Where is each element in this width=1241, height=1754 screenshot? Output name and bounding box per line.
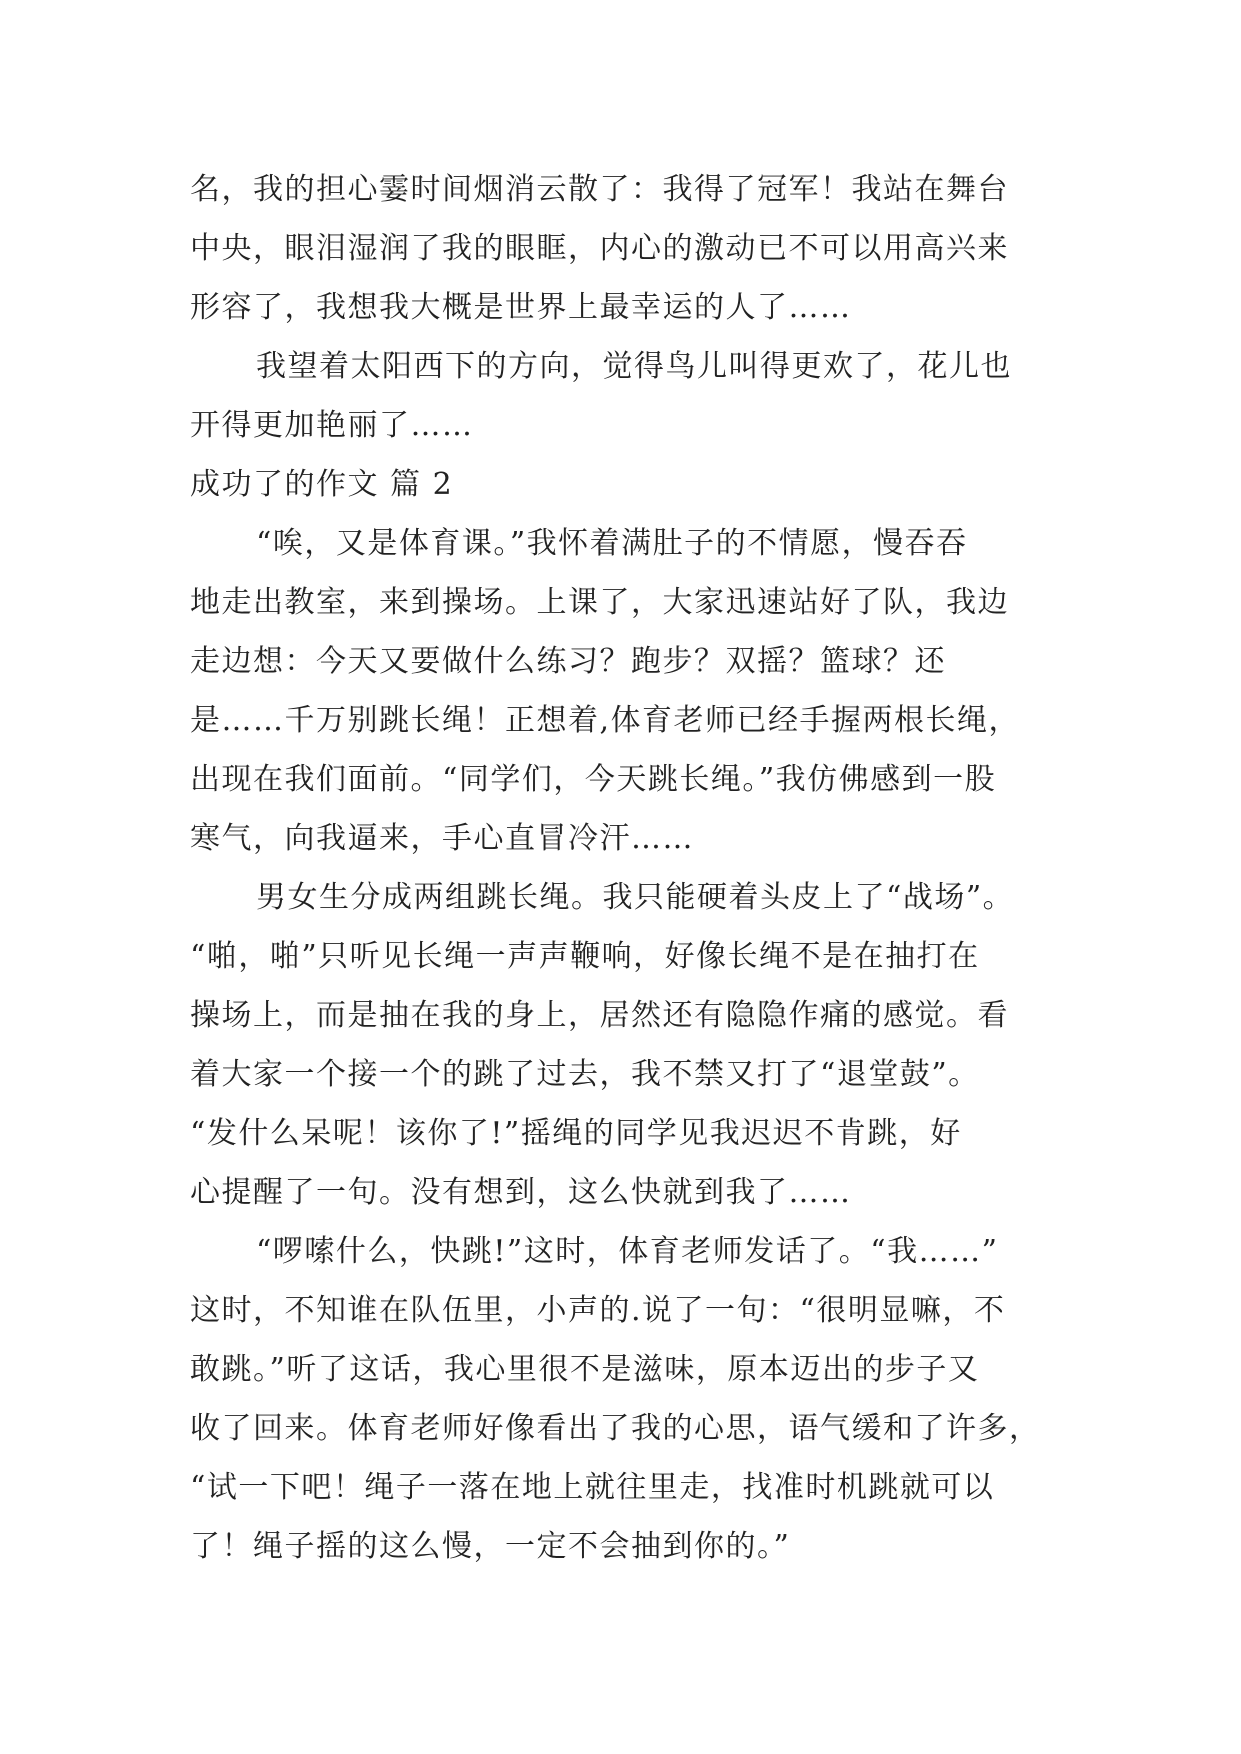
text-line: 敢跳。”听了这话，我心里很不是滋味，原本迈出的步子又 [190,1352,980,1387]
paragraph-start-line: 男女生分成两组跳长绳。我只能硬着头皮上了“战场”。 [256,880,1015,915]
text-line: 这时，不知谁在队伍里，小声的.说了一句：“很明显嘛，不 [190,1293,1006,1328]
text-line: 开得更加艳丽了…… [190,408,474,443]
paragraph-start-line: 我望着太阳西下的方向，觉得鸟儿叫得更欢了，花儿也 [256,349,1012,384]
text-line: 出现在我们面前。“同学们，今天跳长绳。”我仿佛感到一股 [190,762,997,797]
text-line: “试一下吧！绳子一落在地上就往里走，找准时机跳就可以 [190,1470,995,1505]
text-line: 是……千万别跳长绳！正想着,体育老师已经手握两根长绳， [190,703,1021,738]
text-line: 着大家一个接一个的跳了过去，我不禁又打了“退堂鼓”。 [190,1057,980,1092]
text-line: 名，我的担心霎时间烟消云散了：我得了冠军！我站在舞台 [190,172,1009,207]
text-line: 操场上，而是抽在我的身上，居然还有隐隐作痛的感觉。看 [190,998,1009,1033]
section-title: 成功了的作文 篇 2 [190,467,454,502]
text-line: 中央，眼泪湿润了我的眼眶，内心的激动已不可以用高兴来 [190,231,1009,266]
paragraph-start-line: “啰嗦什么，快跳!”这时，体育老师发话了。“我……” [256,1234,999,1269]
text-line: 了！绳子摇的这么慢，一定不会抽到你的。” [190,1529,791,1564]
text-line: “啪，啪”只听见长绳一声声鞭响，好像长绳不是在抽打在 [190,939,980,974]
text-line: 心提醒了一句。没有想到，这么快就到我了…… [190,1175,852,1210]
text-line: “发什么呆呢！该你了!”摇绳的同学见我迟迟不肯跳，好 [190,1116,962,1151]
document-page [190,160,1090,1576]
text-line: 形容了，我想我大概是世界上最幸运的人了…… [190,290,852,325]
text-line: 走边想：今天又要做什么练习？跑步？双摇？篮球？还 [190,644,946,679]
text-line: 收了回来。体育老师好像看出了我的心思，语气缓和了许多， [190,1411,1041,1446]
text-line: 寒气，向我逼来，手心直冒冷汗…… [190,821,694,856]
text-line: 地走出教室，来到操场。上课了，大家迅速站好了队，我边 [190,585,1009,620]
paragraph-start-line: “唉，又是体育课。”我怀着满肚子的不情愿，慢吞吞 [256,526,968,561]
